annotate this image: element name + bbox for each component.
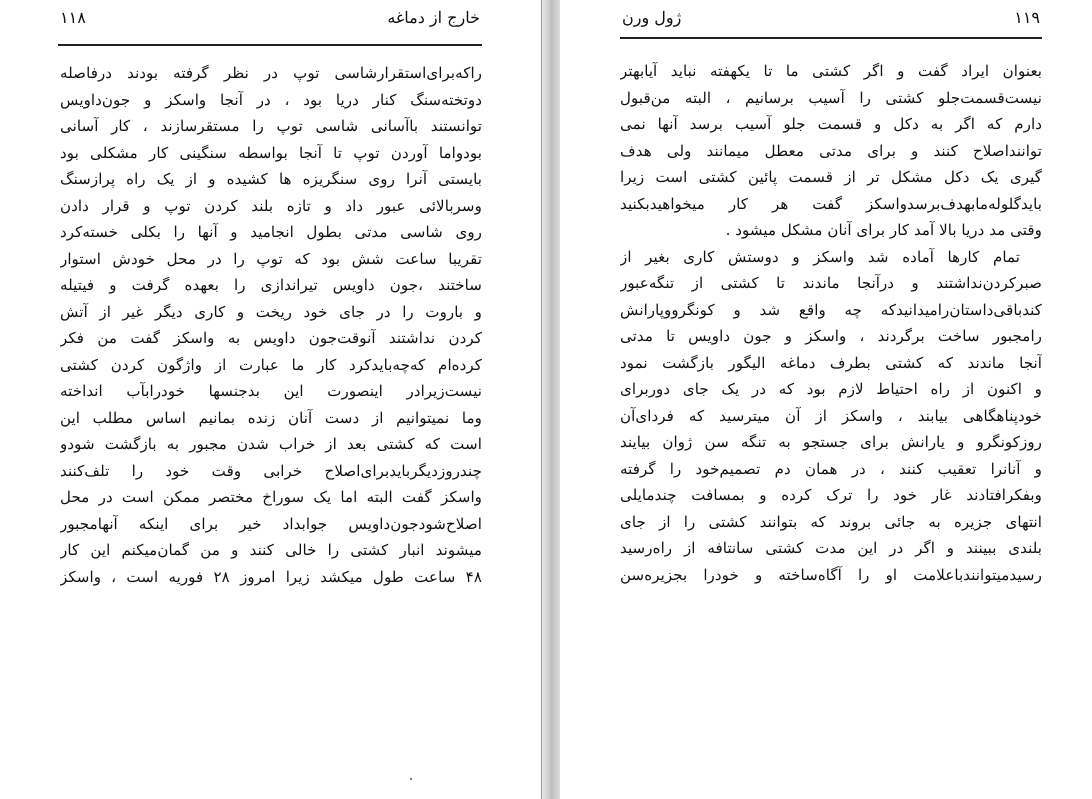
text-line: نیست‌زیرادر اینصورت این بدجنسها خودرابآب انداخته bbox=[60, 382, 482, 400]
gutter-edge bbox=[541, 0, 542, 799]
paragraph-last-line: وقتی مد دریا بالا آمد کار برای آنان مشکل میشود . bbox=[725, 221, 1042, 239]
text-line: روی شاسی مدتی بطول انجامید و آنها را بکلی خسته‌کرد bbox=[60, 223, 482, 241]
text-line: راکه‌برای‌استقرارشاسی توپ در نظر گرفته بودند درفاصله bbox=[60, 64, 482, 82]
text-line: تقریبا ساعت شش بود که توپ را در محل خودش استوار bbox=[60, 249, 482, 268]
text-line: کردن نداشتند آنوقت‌جون داویس به واسکز گفت من فکر bbox=[60, 329, 482, 347]
right-running-title: ژول ورن bbox=[622, 8, 682, 27]
right-page-header bbox=[622, 8, 1040, 38]
text-line: بلندی ببینند و اگر در این مدت کشتی سانتافه از راه‌رسید bbox=[620, 539, 1042, 557]
text-line: گیری یک دکل مشکل تر از قسمت پائین کشتی است زیرا bbox=[620, 168, 1042, 186]
paragraph-first-line: تمام کارها آماده شد واسکز و دوستش کاری بغیر از bbox=[620, 247, 1020, 266]
text-line: و باروت را در جای خود ریخت و کاری دیگر غیر از آتش bbox=[60, 302, 482, 321]
left-header-rule bbox=[58, 44, 482, 46]
print-speck bbox=[410, 778, 412, 780]
text-line: روزکونگرو و یارانش برای جستجو به تنگه سن ژوان بیایند bbox=[620, 433, 1042, 451]
text-line: چندروزدیگربایدبرای‌اصلاح خرابی وقت خود را تلف‌کنند bbox=[60, 461, 482, 480]
text-line: وسربالائی عبور داد و تازه بلند کردن توپ و قرار دادن bbox=[60, 196, 482, 215]
left-running-title: خارج از دماغه bbox=[387, 8, 480, 27]
text-line: وما نمیتوانیم از دست آنان زنده بمانیم اساس مطلب این bbox=[60, 408, 482, 427]
text-line: دارم که اگر به دکل و قسمت جلو آسیب برسد آنها نمی bbox=[620, 115, 1042, 133]
text-line: کندباقی‌داستان‌رامیدانیدکه چه واقع شد و کونگرووپارانش bbox=[620, 300, 1042, 319]
text-line: انتهای جزیره به جائی بروند که بتوانند کشتی را از جای bbox=[620, 512, 1042, 531]
text-line: واسکز گفت البته اما یک سوراخ مختصر ممکن است در محل bbox=[60, 488, 482, 506]
text-line: رامجبور ساخت برگردند ، واسکز و جون داویس تا مدتی bbox=[620, 327, 1042, 345]
right-header-rule bbox=[620, 37, 1042, 39]
text-line: دوتخته‌سنگ کنار دریا بود ، در آنجا واسکز و جون‌داویس bbox=[60, 90, 482, 109]
text-line: توانند‌اصلاح کنند و برای مدتی معطل میمانند ولی هدف bbox=[620, 141, 1042, 160]
left-page-number: ۱۱۸ bbox=[60, 8, 86, 27]
right-page-number: ۱۱۹ bbox=[1014, 8, 1040, 27]
text-line: کرده‌ام که‌چه‌بایدکرد کار ما عبارت از واژگون کردن کشتی bbox=[60, 355, 482, 374]
text-line: و اکنون از راه احتیاط لازم بود که در یک جای دوربرای bbox=[620, 380, 1042, 398]
text-line: میشوند انبار کشتی را خالی کنند و من گمان‌میکنم این کار bbox=[60, 541, 482, 559]
text-line: بعنوان ایراد گفت و اگر کشتی ما تا یکهفته نباید آیابهتر bbox=[620, 62, 1042, 80]
text-line: صبرکردن‌نداشتند و درآنجا ماندند تا کشتی از تنگه‌عبور bbox=[620, 274, 1042, 292]
text-line: خودپناهگاهی بیابند ، واسکز از آن میترسید که فردای‌آن bbox=[620, 406, 1042, 425]
text-line: است که کشتی بعد از خراب شدن مجبور به بازگشت شودو bbox=[60, 435, 482, 453]
text-line: آنجا ماندند که کشتی بطرف دماغه الیگور بازگشت نمود bbox=[620, 353, 1042, 372]
right-page bbox=[560, 0, 1092, 799]
text-line: ۴۸ ساعت طول میکشد زیرا امروز ۲۸ فوریه است ، واسکز bbox=[60, 567, 482, 586]
text-line: و آنانرا تعقیب کنند ، در همان دم تصمیم‌خود را گرفته bbox=[620, 459, 1042, 478]
right-page-body bbox=[620, 58, 1042, 588]
text-line: وبفکرافتادند غار خود را ترک کرده و بمسافت چندمایلی bbox=[620, 486, 1042, 504]
left-page-body bbox=[60, 60, 482, 590]
text-line: بایدگلوله‌مابهدف‌برسدواسکز گفت هر کار میخواهیدبکنید bbox=[620, 194, 1042, 213]
left-page-header bbox=[60, 8, 480, 38]
text-line: بودواما آوردن توپ تا آنجا بواسطه سنگینی کار مشکلی بود bbox=[60, 143, 482, 162]
text-line: رسیدمیتوانندباعلامت او را آگاه‌ساخته و خودرا بجزیره‌سن bbox=[620, 565, 1042, 584]
page-gutter bbox=[541, 0, 560, 799]
text-line: توانستند باآسانی شاسی توپ را مستقرسازند ، کار آسانی bbox=[60, 117, 482, 135]
text-line: اصلاح‌شودجون‌داویس جوابداد خیر برای اینکه آنهامجبور bbox=[60, 514, 482, 533]
text-line: نیست‌قسمت‌جلو کشتی را آسیب برسانیم ، البته من‌قبول bbox=[620, 88, 1042, 107]
left-page bbox=[0, 0, 541, 799]
text-line: ساختند ،جون داویس تیراندازی را بعهده گرفت و فیتیله bbox=[60, 276, 482, 294]
text-line: بایستی آنرا روی سنگریزه ها کشیده و از یک راه پرازسنگ bbox=[60, 170, 482, 188]
